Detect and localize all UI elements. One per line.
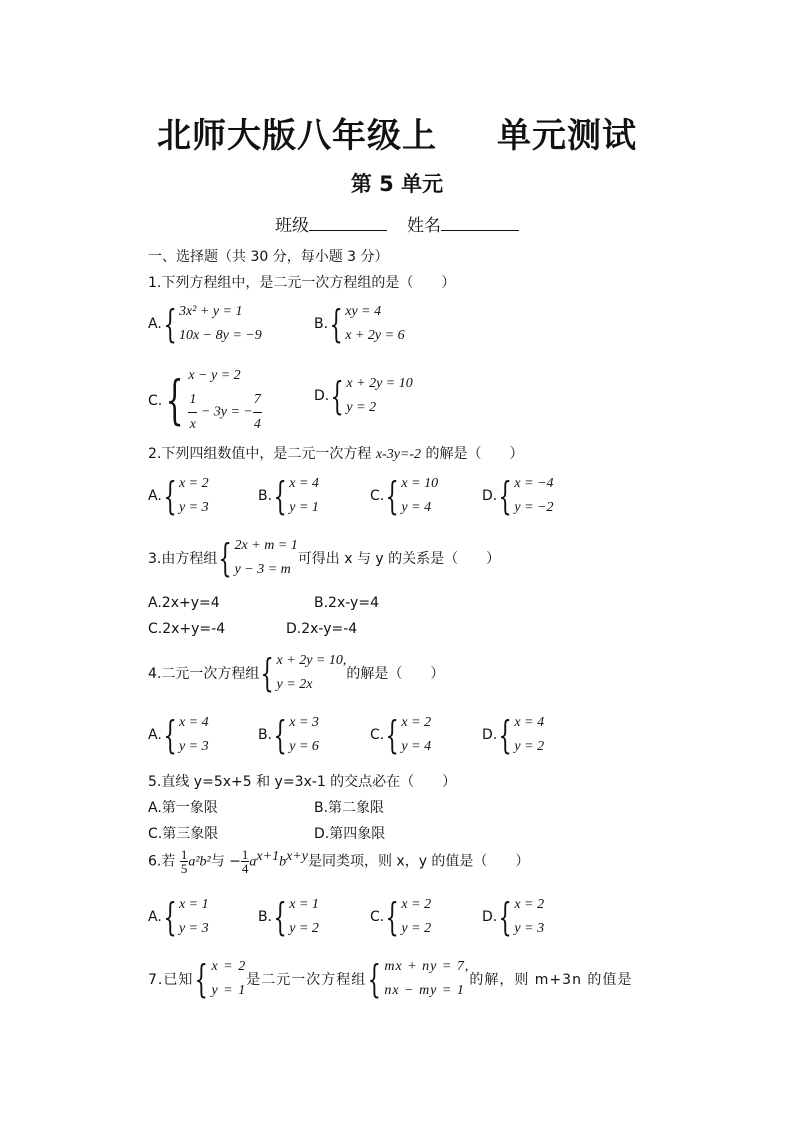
q7-stem: 7.已知 { x = 2 y = 1 是二元一次方程组 { mx + ny = 7, nx − my = 1 的解，则 m+3n 的值是 <box>148 957 633 1001</box>
title-right: 单元测试 <box>497 116 637 156</box>
q5-option-c: C.第三象限 <box>148 826 219 842</box>
name-blank[interactable] <box>441 216 519 231</box>
q2-option-c: C. { x = 10 y = 4 <box>370 474 439 518</box>
q4-option-a: A. { x = 4 y = 3 <box>148 713 209 757</box>
name-label: 姓名 <box>407 216 441 236</box>
q1-option-a: A. { 3x² + y = 1 10x − 8y = −9 <box>148 302 262 346</box>
title-left: 北师大版八年级上 <box>157 116 437 156</box>
q5-option-b: B.第二象限 <box>314 800 385 816</box>
q3-stem: 3.由方程组 { 2x + m = 1 y − 3 = m 可得出 x 与 y 的关系是（ ） <box>148 536 501 580</box>
q3-option-a: A.2x+y=4 <box>148 595 220 611</box>
class-blank[interactable] <box>309 216 387 231</box>
q2-option-b: B. { x = 4 y = 1 <box>258 474 319 518</box>
q5-option-d: D.第四象限 <box>314 826 386 842</box>
q1-option-c: C. { x − y = 2 $\frac{1}{x}$ − 3y = − $\frac{7}{4}$ <box>148 368 261 432</box>
class-label: 班级 <box>275 216 309 236</box>
unit-subtitle: 第 5 单元 <box>350 172 444 196</box>
q4-option-c: C. { x = 2 y = 4 <box>370 713 432 757</box>
q2-stem: 2.下列四组数值中，是二元一次方程 x-3y=-2 的解是（ ） <box>148 446 524 462</box>
q2-option-a: A. { x = 2 y = 3 <box>148 474 209 518</box>
q3-option-b: B.2x-y=4 <box>314 595 379 611</box>
q6-option-b: B. { x = 1 y = 2 <box>258 895 319 939</box>
q3-option-d: D.2x-y=-4 <box>286 621 358 637</box>
q6-option-c: C. { x = 2 y = 2 <box>370 895 432 939</box>
q3-option-c: C.2x+y=-4 <box>148 621 226 637</box>
q5-stem: 5.直线 y=5x+5 和 y=3x-1 的交点必在（ ） <box>148 774 457 790</box>
q1-stem: 1.下列方程组中，是二元一次方程组的是（ ） <box>148 275 456 291</box>
q4-option-b: B. { x = 3 y = 6 <box>258 713 319 757</box>
section-heading: 一、选择题（共 30 分，每小题 3 分） <box>148 249 389 265</box>
q6-stem: 6.若 $\frac{1}{5}$ a²b²与 − $\frac{1}{4}$ $a^{x+1}b^{x+y}$是同类项，则 x，y 的值是（ ） <box>148 847 530 876</box>
q4-stem: 4.二元一次方程组 { x + 2y = 10, y = 2x 的解是（ ） <box>148 651 445 695</box>
q1-option-b: B. { xy = 4 x + 2y = 6 <box>314 302 405 346</box>
q6-option-a: A. { x = 1 y = 3 <box>148 895 209 939</box>
q4-option-d: D. { x = 4 y = 2 <box>482 713 545 757</box>
q6-option-d: D. { x = 2 y = 3 <box>482 895 545 939</box>
q5-option-a: A.第一象限 <box>148 800 218 816</box>
q1-option-d: D. { x + 2y = 10 y = 2 <box>314 374 413 418</box>
q2-option-d: D. { x = −4 y = −2 <box>482 474 554 518</box>
student-info-line <box>0 211 794 236</box>
page-title <box>0 108 794 157</box>
